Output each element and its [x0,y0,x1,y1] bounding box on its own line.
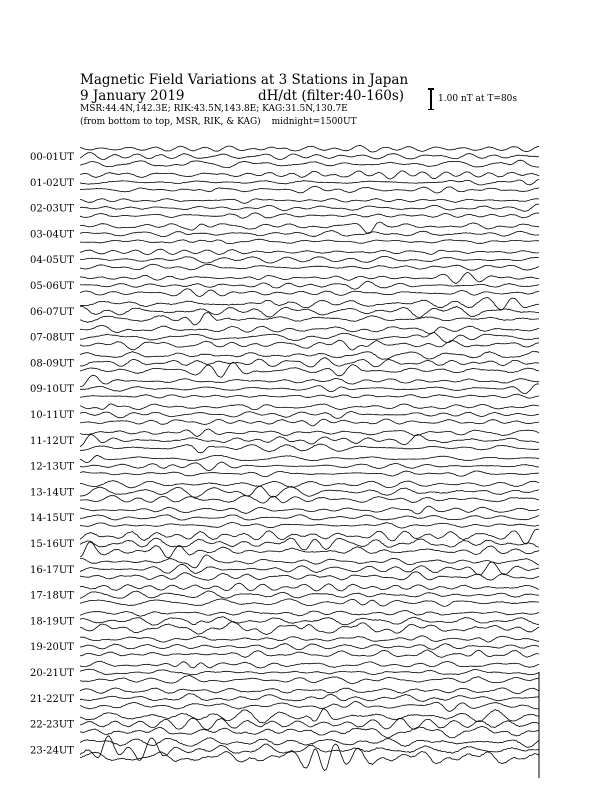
trace-kag [80,352,539,360]
hour-label: 01-02UT [30,177,74,189]
trace-kag [80,298,539,310]
trace-msr [80,419,539,426]
trace-kag [80,611,539,617]
hour-label: 05-06UT [30,281,74,292]
chart-title: Magnetic Field Variations at 3 Stations in Japan [80,72,409,88]
trace-msr [80,726,539,738]
trace-kag [80,325,539,334]
trace-kag [80,429,539,437]
hour-label: 12-13UT [30,461,74,473]
hour-label: 17-18UT [30,590,74,602]
quantity-text: dH/dt (filter:40-160s) [258,88,405,104]
trace-rik [80,281,539,289]
trace-rik [80,644,539,650]
trace-kag [80,529,539,544]
trace-rik [80,332,539,342]
stations-text: MSR:44.4N,142.3E; RIK:43.5N,143.8E; KAG:31.5N,130.7E [80,104,348,114]
trace-rik [80,538,539,550]
hour-label: 04-05UT [30,255,74,267]
trace-rik [80,204,539,211]
trace-msr [80,186,539,193]
hour-label: 14-15UT [30,513,74,525]
hour-label: 21-22UT [30,693,74,705]
trace-msr [80,650,539,657]
trace-rik [80,412,539,419]
trace-msr [80,264,539,270]
date-text: 9 January 2019 [80,88,185,104]
trace-rik [80,486,539,497]
trace-kag [80,636,539,642]
hour-label: 15-16UT [30,539,74,550]
trace-kag [80,222,539,234]
trace-rik [80,179,539,185]
trace-msr [80,676,539,684]
trace-msr [80,496,539,504]
hour-label: 09-10UT [30,384,74,396]
hour-label: 22-23UT [30,719,74,731]
hour-label: 20-21UT [30,668,74,679]
trace-rik [80,256,539,263]
trace-rik [80,153,539,160]
hour-label: 03-04UT [30,229,74,241]
trace-kag [80,171,539,179]
trace-kag [80,506,539,514]
hour-label: 07-08UT [30,332,74,344]
hour-label: 08-09UT [30,358,74,370]
trace-kag [80,661,539,668]
trace-msr [80,702,539,712]
hour-label: 06-07UT [30,306,74,318]
trace-rik [80,591,539,598]
hour-label: 13-14UT [30,487,74,499]
hour-label: 23-24UT [30,745,74,757]
trace-msr [80,239,539,244]
trace-rik [80,617,539,625]
hour-label: 00-01UT [30,152,74,163]
trace-rik [80,562,539,575]
trace-rik [80,384,539,394]
trace-msr [80,572,539,580]
trace-msr [80,160,539,167]
trace-kag [80,709,539,723]
trace-msr [80,289,539,297]
trace-rik [80,694,539,702]
scale-label: 1.00 nT at T=80s [438,94,518,104]
trace-rik [80,515,539,520]
trace-kag [80,199,539,204]
trace-kag [80,273,539,284]
hour-label: 16-17UT [30,564,74,576]
trace-kag [80,404,539,410]
hour-label: 10-11UT [30,410,74,421]
trace-kag [80,688,539,694]
trace-kag [80,375,539,386]
trace-msr [80,394,539,398]
trace-msr [80,444,539,453]
trace-msr [80,744,539,770]
trace-msr [80,313,539,325]
trace-rik [80,434,539,446]
trace-rik [80,718,539,730]
hour-label: 11-12UT [30,435,74,447]
trace-rik [80,669,539,675]
hour-label: 19-20UT [30,642,74,654]
trace-msr [80,340,539,350]
trace-kag [80,455,539,462]
trace-rik [80,231,539,237]
trace-kag [80,145,539,152]
trace-kag [80,481,539,488]
order-note-text: (from bottom to top, MSR, RIK, & KAG) [80,117,261,127]
trace-msr [80,471,539,477]
midnight-note: midnight=1500UT [271,117,357,127]
trace-msr [80,523,539,529]
trace-msr [80,213,539,218]
trace-rik [80,306,539,317]
trace-kag [80,555,539,568]
trace-rik [80,462,539,471]
hour-label: 02-03UT [30,203,74,215]
trace-kag [80,249,539,254]
trace-kag [80,583,539,591]
trace-rik [80,358,539,367]
hour-label: 18-19UT [30,616,74,628]
trace-msr [80,599,539,607]
